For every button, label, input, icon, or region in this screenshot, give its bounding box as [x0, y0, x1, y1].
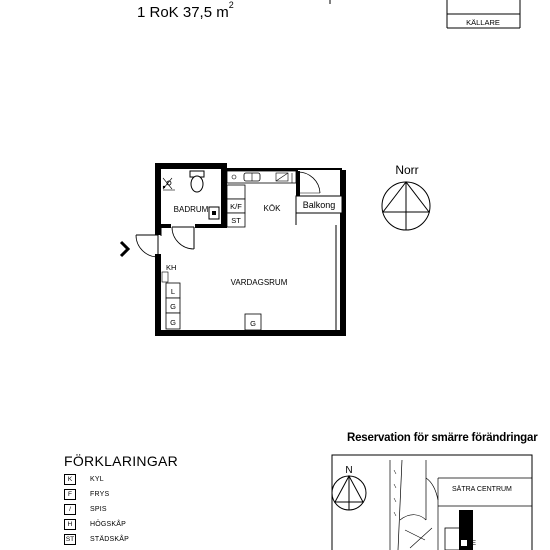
reservation-note: Reservation för smärre förändringar — [347, 432, 538, 444]
legend-label: KYL — [90, 476, 104, 483]
legend-code: K — [64, 474, 76, 485]
kitchen-counter — [227, 171, 296, 183]
wardrobes — [162, 263, 180, 329]
legend-label: SPIS — [90, 506, 107, 513]
area-unit-superscript: 2 — [228, 0, 234, 10]
map-compass-label: N — [345, 465, 353, 476]
wall-west-upper — [155, 163, 161, 235]
apartment-size-text: 1 RoK 37,5 m — [137, 4, 229, 21]
legend-code: / — [64, 504, 76, 515]
legend-code: ST — [65, 536, 75, 543]
sink — [209, 207, 219, 219]
wall-north-balcony — [296, 168, 342, 170]
legend-item — [64, 518, 126, 531]
north-compass — [382, 163, 430, 230]
toilet — [190, 171, 204, 192]
legend-code: F — [64, 489, 76, 500]
wall-bath-south-left — [161, 224, 171, 228]
entrance-door — [136, 235, 158, 257]
title-block — [330, 0, 520, 28]
legend-code: H — [64, 519, 76, 530]
wall-south — [155, 330, 346, 336]
legend-item — [64, 488, 109, 501]
legend-label: STÄDSKÅP — [90, 536, 129, 543]
entrance-arrow-icon — [121, 242, 128, 256]
legend-item — [64, 533, 129, 546]
shower-drain — [163, 178, 175, 190]
map-place-label: SÄTRA CENTRUM — [452, 486, 512, 493]
wall-bath-east — [221, 163, 227, 227]
floor-plan — [121, 163, 346, 336]
legend-title: FÖRKLARINGAR — [64, 453, 179, 469]
legend-label: HÖGSKÅP — [90, 521, 127, 528]
kitchen-units — [227, 185, 245, 227]
compass-label: Norr — [395, 163, 419, 177]
unit-label-g2: G — [170, 318, 176, 327]
location-map — [332, 455, 532, 550]
unit-label-g1: G — [170, 302, 176, 311]
unit-label-kf: K/F — [230, 202, 242, 211]
legend-label: FRYS — [90, 491, 110, 498]
legend-item — [64, 503, 107, 516]
wall-bath-south-right — [195, 224, 227, 228]
title-block-label: KÄLLARE — [466, 18, 500, 27]
balcony-door — [296, 171, 342, 225]
wall-north-kitchen — [227, 168, 298, 171]
wardrobe-bottom — [245, 314, 261, 330]
wall-north-bath — [155, 163, 223, 169]
unit-label-kh: KH — [166, 263, 177, 272]
room-label-vardagsrum: VARDAGSRUM — [230, 278, 288, 287]
unit-label-g3: G — [250, 319, 256, 328]
room-label-kok: KÖK — [263, 204, 281, 213]
room-label-badrum: BADRUM — [173, 205, 209, 214]
bathroom-door — [172, 227, 194, 249]
unit-label-l: L — [170, 287, 176, 296]
unit-label-st: ST — [231, 216, 241, 225]
wall-west-lower — [155, 254, 161, 336]
wall-east — [340, 170, 346, 336]
legend-item — [64, 473, 104, 486]
map-marker-label: E — [472, 541, 477, 547]
room-label-balkong: Balkong — [302, 200, 336, 210]
